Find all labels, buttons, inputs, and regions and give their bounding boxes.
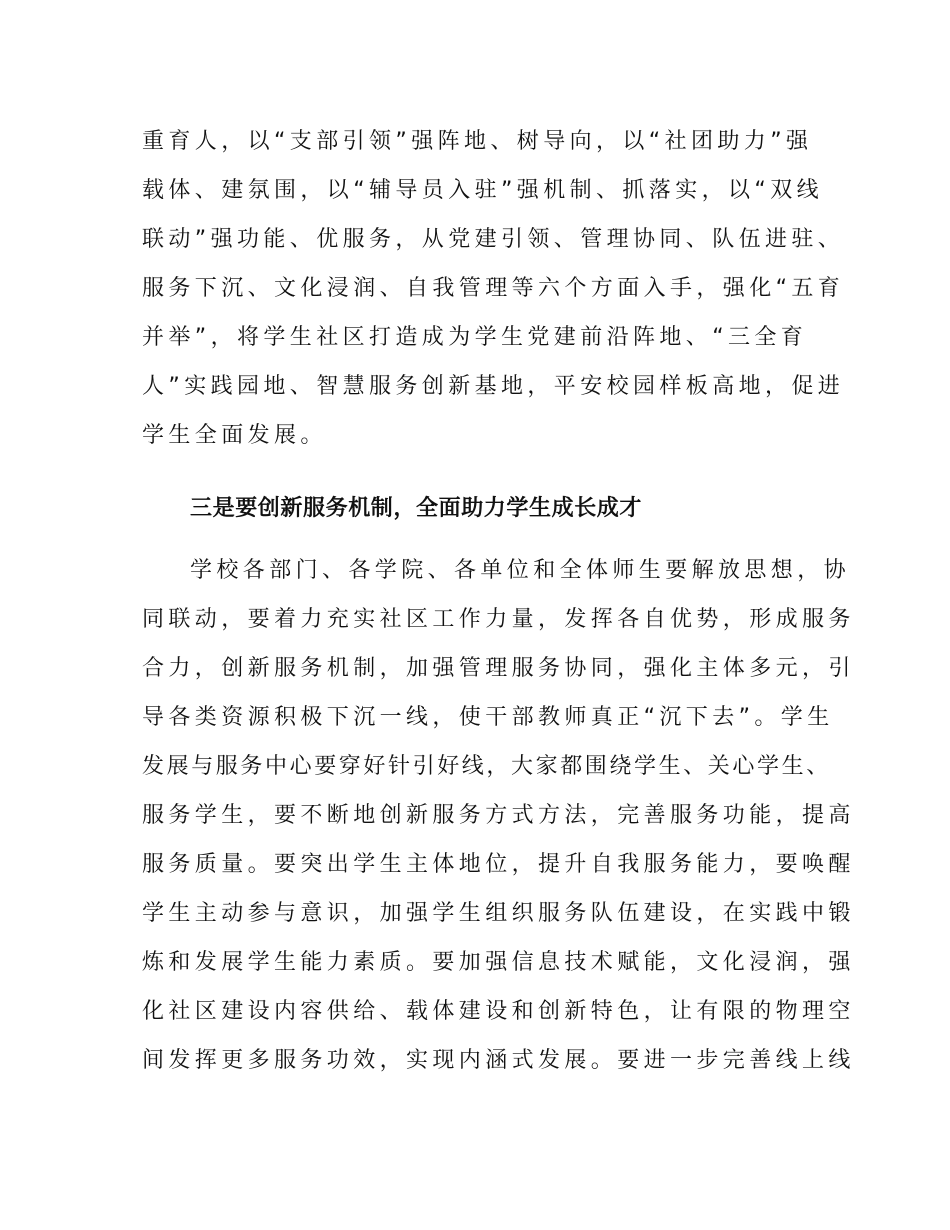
paragraph-1-line-6: 人”实践园地、智慧服务创新基地，平安校园样板高地，促进 <box>142 374 845 399</box>
paragraph-2-line-10: 化社区建设内容供给、载体建设和创新特色，让有限的物理空 <box>142 999 855 1024</box>
paragraph-2-line-1: 学校各部门、各学院、各单位和全体师生要解放思想，协 <box>190 558 851 583</box>
paragraph-2-line-4: 导各类资源积极下沉一线，使干部教师真正“沉下去”。学生 <box>142 705 834 730</box>
paragraph-2-line-3: 合力，创新服务机制，加强管理服务协同，强化主体多元，引 <box>142 656 855 681</box>
paragraph-1-line-1: 重育人，以“支部引领”强阵地、树导向，以“社团助力”强 <box>142 129 813 154</box>
paragraph-2-line-6: 服务学生，要不断地创新服务方式方法，完善服务功能，提高 <box>142 803 855 828</box>
paragraph-2-line-11: 间发挥更多服务功效，实现内涵式发展。要进一步完善线上线 <box>142 1048 855 1073</box>
section-heading: 三是要创新服务机制，全面助力学生成长成才 <box>190 496 643 521</box>
paragraph-1-line-3: 联动”强功能、优服务，从党建引领、管理协同、队伍进驻、 <box>142 227 845 252</box>
paragraph-2-line-2: 同联动，要着力充实社区工作力量，发挥各自优势，形成服务 <box>142 607 855 632</box>
paragraph-2-line-5: 发展与服务中心要穿好针引好线，大家都围绕学生、关心学生、 <box>142 754 831 779</box>
paragraph-1-line-5: 并举”，将学生社区打造成为学生党建前沿阵地、“三全育 <box>142 325 808 350</box>
paragraph-1-line-2: 载体、建氛围，以“辅导员入驻”强机制、抓落实，以“双线 <box>142 178 823 203</box>
paragraph-2-line-7: 服务质量。要突出学生主体地位，提升自我服务能力，要唤醒 <box>142 852 855 877</box>
paragraph-2-line-9: 炼和发展学生能力素质。要加强信息技术赋能，文化浸润，强 <box>142 950 855 975</box>
paragraph-1-line-7: 学生全面发展。 <box>142 423 327 448</box>
paragraph-2-line-8: 学生主动参与意识，加强学生组织服务队伍建设，在实践中锻 <box>142 901 855 926</box>
paragraph-1-line-4: 服务下沉、文化浸润、自我管理等六个方面入手，强化“五育 <box>142 276 845 301</box>
